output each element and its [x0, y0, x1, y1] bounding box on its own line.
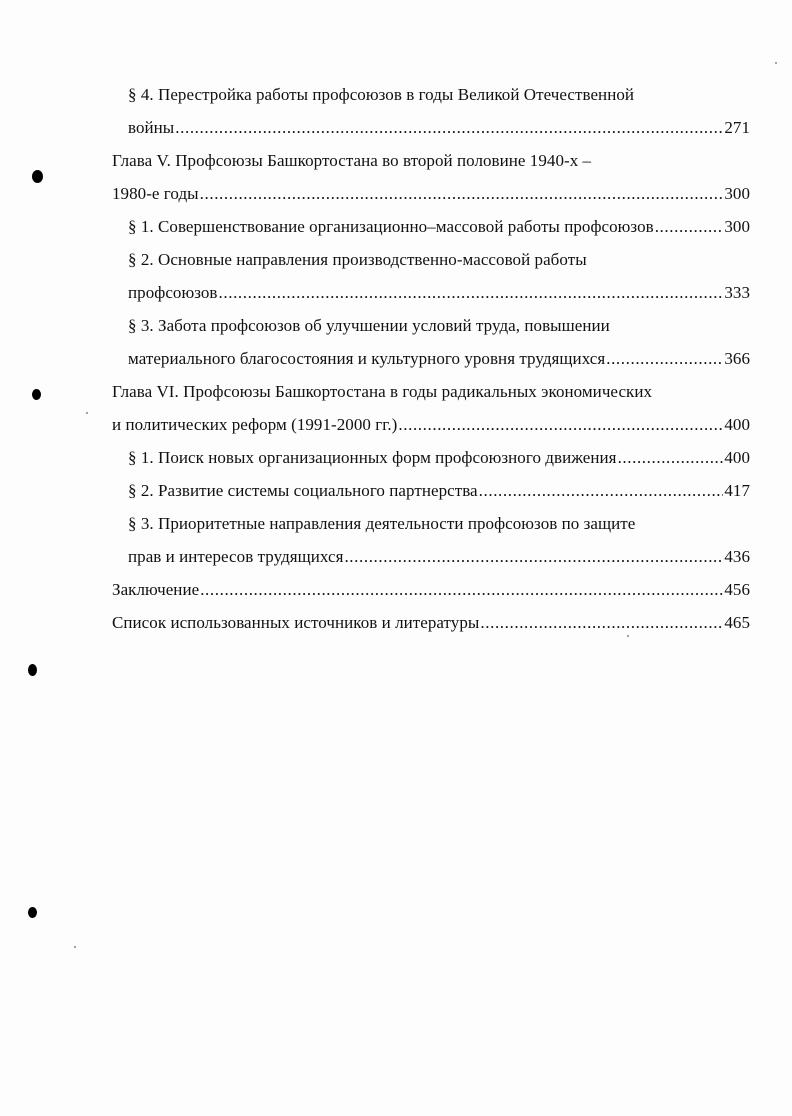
- page-number: 271: [724, 118, 750, 137]
- toc-line: [112, 210, 750, 243]
- toc-line: [112, 144, 750, 177]
- toc-line: [112, 441, 750, 474]
- page-number: 400: [724, 415, 750, 434]
- toc-entry-bibliography: [112, 606, 750, 639]
- toc-line: [112, 78, 750, 111]
- toc-line-text: прав и интересов трудящихся: [128, 547, 344, 566]
- page-number: 436: [724, 547, 750, 566]
- toc-line-text: Список использованных источников и литературы: [112, 613, 480, 632]
- toc-entry-ch5s2: [112, 243, 750, 309]
- toc-entry-ch6s2: [112, 474, 750, 507]
- toc-entry-ch6s3: [112, 507, 750, 573]
- dot-leader: [480, 606, 723, 639]
- toc-line-text: Глава VI. Профсоюзы Башкортостана в годы радикальных экономических: [112, 382, 653, 401]
- page-number: 333: [724, 283, 750, 302]
- toc-entry-ch5: [112, 144, 750, 210]
- toc-entry-ch6s1: [112, 441, 750, 474]
- toc-line: [112, 507, 750, 540]
- page-number: 465: [724, 613, 750, 632]
- toc-line-text: Заключение: [112, 580, 200, 599]
- punch-hole-mark: [32, 389, 41, 400]
- toc-line-text: профсоюзов: [128, 283, 218, 302]
- toc-line-text: материального благосостояния и культурного уровня трудящихся: [128, 349, 606, 368]
- page-number: 300: [724, 217, 750, 236]
- toc-entry-ch5s3: [112, 309, 750, 375]
- scan-speck: [74, 946, 76, 948]
- dot-leader: [606, 342, 723, 375]
- punch-hole-mark: [28, 907, 37, 918]
- dot-leader: [479, 474, 724, 507]
- toc-entry-s4: [112, 78, 750, 144]
- toc-line: [112, 408, 750, 441]
- toc-entry-conclusion: [112, 573, 750, 606]
- toc-line-text: § 1. Поиск новых организационных форм профсоюзного движения: [128, 448, 617, 467]
- dot-leader: [398, 408, 723, 441]
- punch-hole-mark: [28, 664, 37, 676]
- page-number: 366: [724, 349, 750, 368]
- toc-line: [112, 276, 750, 309]
- dot-leader: [200, 573, 723, 606]
- toc-line-text: § 3. Забота профсоюзов об улучшении условий труда, повышении: [128, 316, 610, 335]
- scan-speck: [775, 62, 777, 64]
- toc-line-text: § 4. Перестройка работы профсоюзов в годы Великой Отечественной: [128, 85, 635, 104]
- toc-line-text: § 2. Основные направления производственно-массовой работы: [128, 250, 587, 269]
- dot-leader: [655, 210, 724, 243]
- dot-leader: [219, 276, 724, 309]
- page-number: 300: [724, 184, 750, 203]
- page-number: 456: [724, 580, 750, 599]
- dot-leader: [175, 111, 723, 144]
- toc-line: [112, 375, 750, 408]
- toc-line: [112, 309, 750, 342]
- toc-line-text: § 2. Развитие системы социального партнерства: [128, 481, 478, 500]
- toc-line: [112, 573, 750, 606]
- page-number: 400: [724, 448, 750, 467]
- page-number: 417: [724, 481, 750, 500]
- toc-line-text: Глава V. Профсоюзы Башкортостана во второй половине 1940-х –: [112, 151, 592, 170]
- toc-entry-ch6: [112, 375, 750, 441]
- punch-hole-mark: [32, 170, 43, 183]
- toc-line: [112, 177, 750, 210]
- toc-entry-ch5s1: [112, 210, 750, 243]
- dot-leader: [618, 441, 724, 474]
- toc-line: [112, 111, 750, 144]
- dot-leader: [344, 540, 723, 573]
- toc-line-text: войны: [128, 118, 175, 137]
- toc-line-text: § 3. Приоритетные направления деятельности профсоюзов по защите: [128, 514, 636, 533]
- toc-line-text: и политических реформ (1991-2000 гг.): [112, 415, 398, 434]
- toc-line: [112, 342, 750, 375]
- toc-line-text: § 1. Совершенствование организационно–массовой работы профсоюзов: [128, 217, 654, 236]
- toc-line-text: 1980-е годы: [112, 184, 199, 203]
- toc-line: [112, 606, 750, 639]
- table-of-contents: [112, 78, 750, 639]
- scan-speck: [86, 412, 88, 414]
- toc-line: [112, 243, 750, 276]
- dot-leader: [200, 177, 724, 210]
- toc-line: [112, 540, 750, 573]
- toc-line: [112, 474, 750, 507]
